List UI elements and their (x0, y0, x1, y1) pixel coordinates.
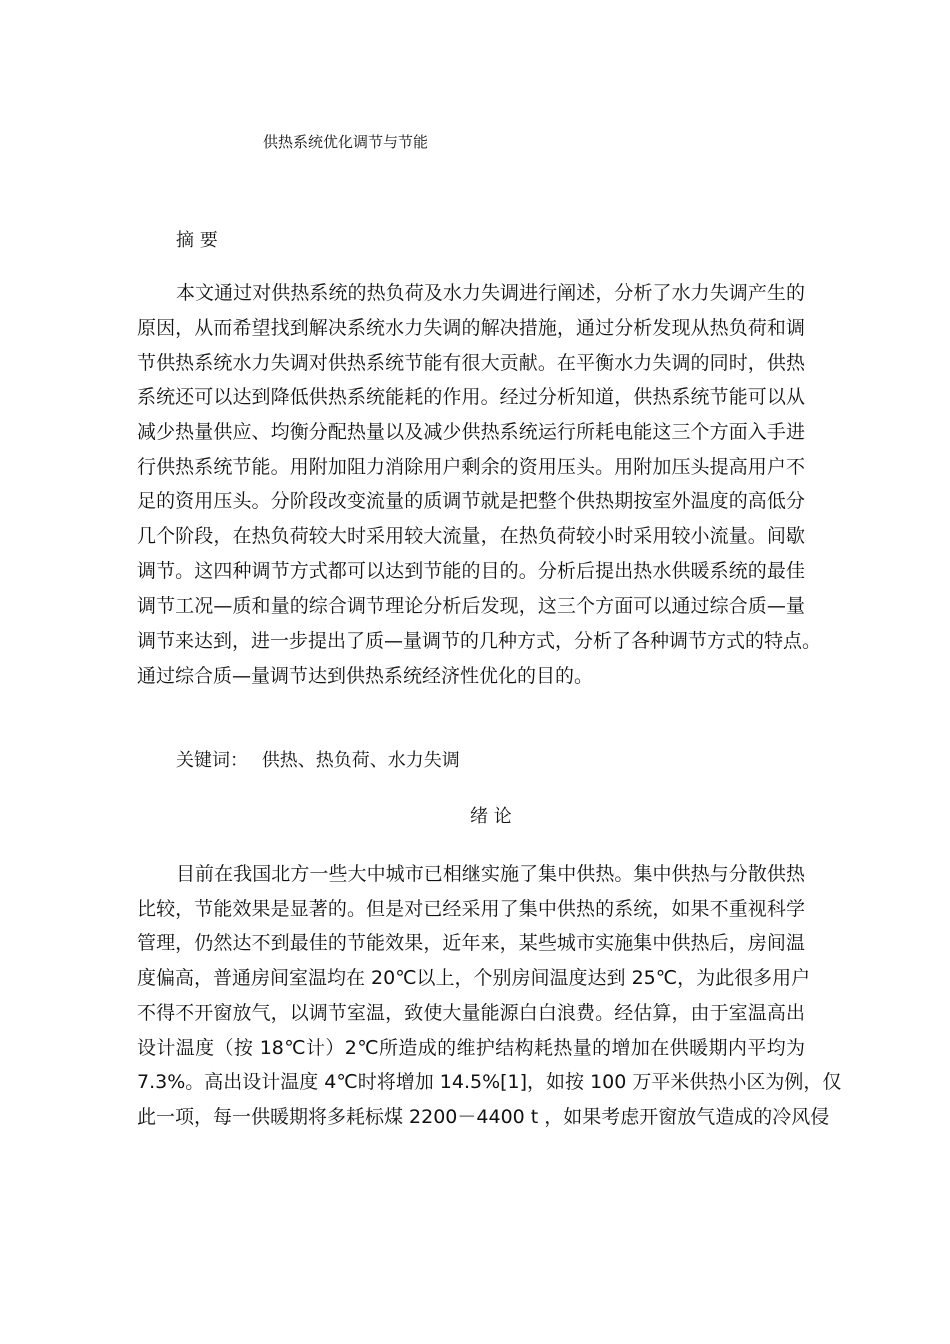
intro-line: 度偏高，普通房间室温均在 20℃以上，个别房间温度达到 25℃，为此很多用户 (137, 967, 811, 989)
abstract-line: 调节工况—质和量的综合调节理论分析后发现，这三个方面可以通过综合质—量 (137, 595, 805, 617)
keywords-label: 关键词： (176, 750, 248, 771)
abstract-heading: 摘 要 (176, 230, 218, 251)
abstract-line: 足的资用压头。分阶段改变流量的质调节就是把整个供热期按室外温度的高低分 (137, 490, 805, 512)
abstract-line: 减少热量供应、均衡分配热量以及减少供热系统运行所耗电能这三个方面入手进 (137, 421, 805, 443)
abstract-line: 几个阶段，在热负荷较大时采用较大流量，在热负荷较小时采用较小流量。间歇 (137, 525, 805, 547)
abstract-line: 本文通过对供热系统的热负荷及水力失调进行阐述，分析了水力失调产生的 (176, 282, 805, 304)
abstract-line: 原因，从而希望找到解决系统水力失调的解决措施，通过分析发现从热负荷和调 (137, 317, 805, 339)
abstract-line: 系统还可以达到降低供热系统能耗的作用。经过分析知道，供热系统节能可以从 (137, 386, 805, 408)
document-title: 供热系统优化调节与节能 (263, 133, 429, 151)
abstract-line: 调节来达到，进一步提出了质—量调节的几种方式，分析了各种调节方式的特点。 (137, 630, 822, 652)
intro-line: 此一项，每一供暖期将多耗标煤 2200－4400 t ，如果考虑开窗放气造成的冷风侵 (137, 1106, 830, 1128)
abstract-line: 调节。这四种调节方式都可以达到节能的目的。分析后提出热水供暖系统的最佳 (137, 560, 805, 582)
intro-line: 设计温度（按 18℃计）2℃所造成的维护结构耗热量的增加在供暖期内平均为 (137, 1037, 805, 1059)
abstract-line: 行供热系统节能。用附加阻力消除用户剩余的资用压头。用附加压头提高用户不 (137, 456, 805, 478)
intro-line: 管理，仍然达不到最佳的节能效果，近年来，某些城市实施集中供热后，房间温 (137, 932, 805, 954)
intro-heading: 绪 论 (470, 806, 512, 827)
intro-line: 不得不开窗放气，以调节室温，致使大量能源白白浪费。经估算，由于室温高出 (137, 1002, 805, 1024)
intro-line: 比较，节能效果是显著的。但是对已经采用了集中供热的系统，如果不重视科学 (137, 898, 805, 920)
keywords (176, 746, 460, 772)
keywords-value: 供热、热负荷、水力失调 (261, 750, 460, 771)
abstract-line: 节供热系统水力失调对供热系统节能有很大贡献。在平衡水力失调的同时，供热 (137, 352, 805, 374)
intro-line: 目前在我国北方一些大中城市已相继实施了集中供热。集中供热与分散供热 (176, 863, 805, 885)
intro-line: 7.3%。高出设计温度 4℃时将增加 14.5%[1]，如按 100 万平米供热小区为例，仅 (137, 1071, 842, 1093)
abstract-line: 通过综合质—量调节达到供热系统经济性优化的目的。 (137, 665, 594, 687)
